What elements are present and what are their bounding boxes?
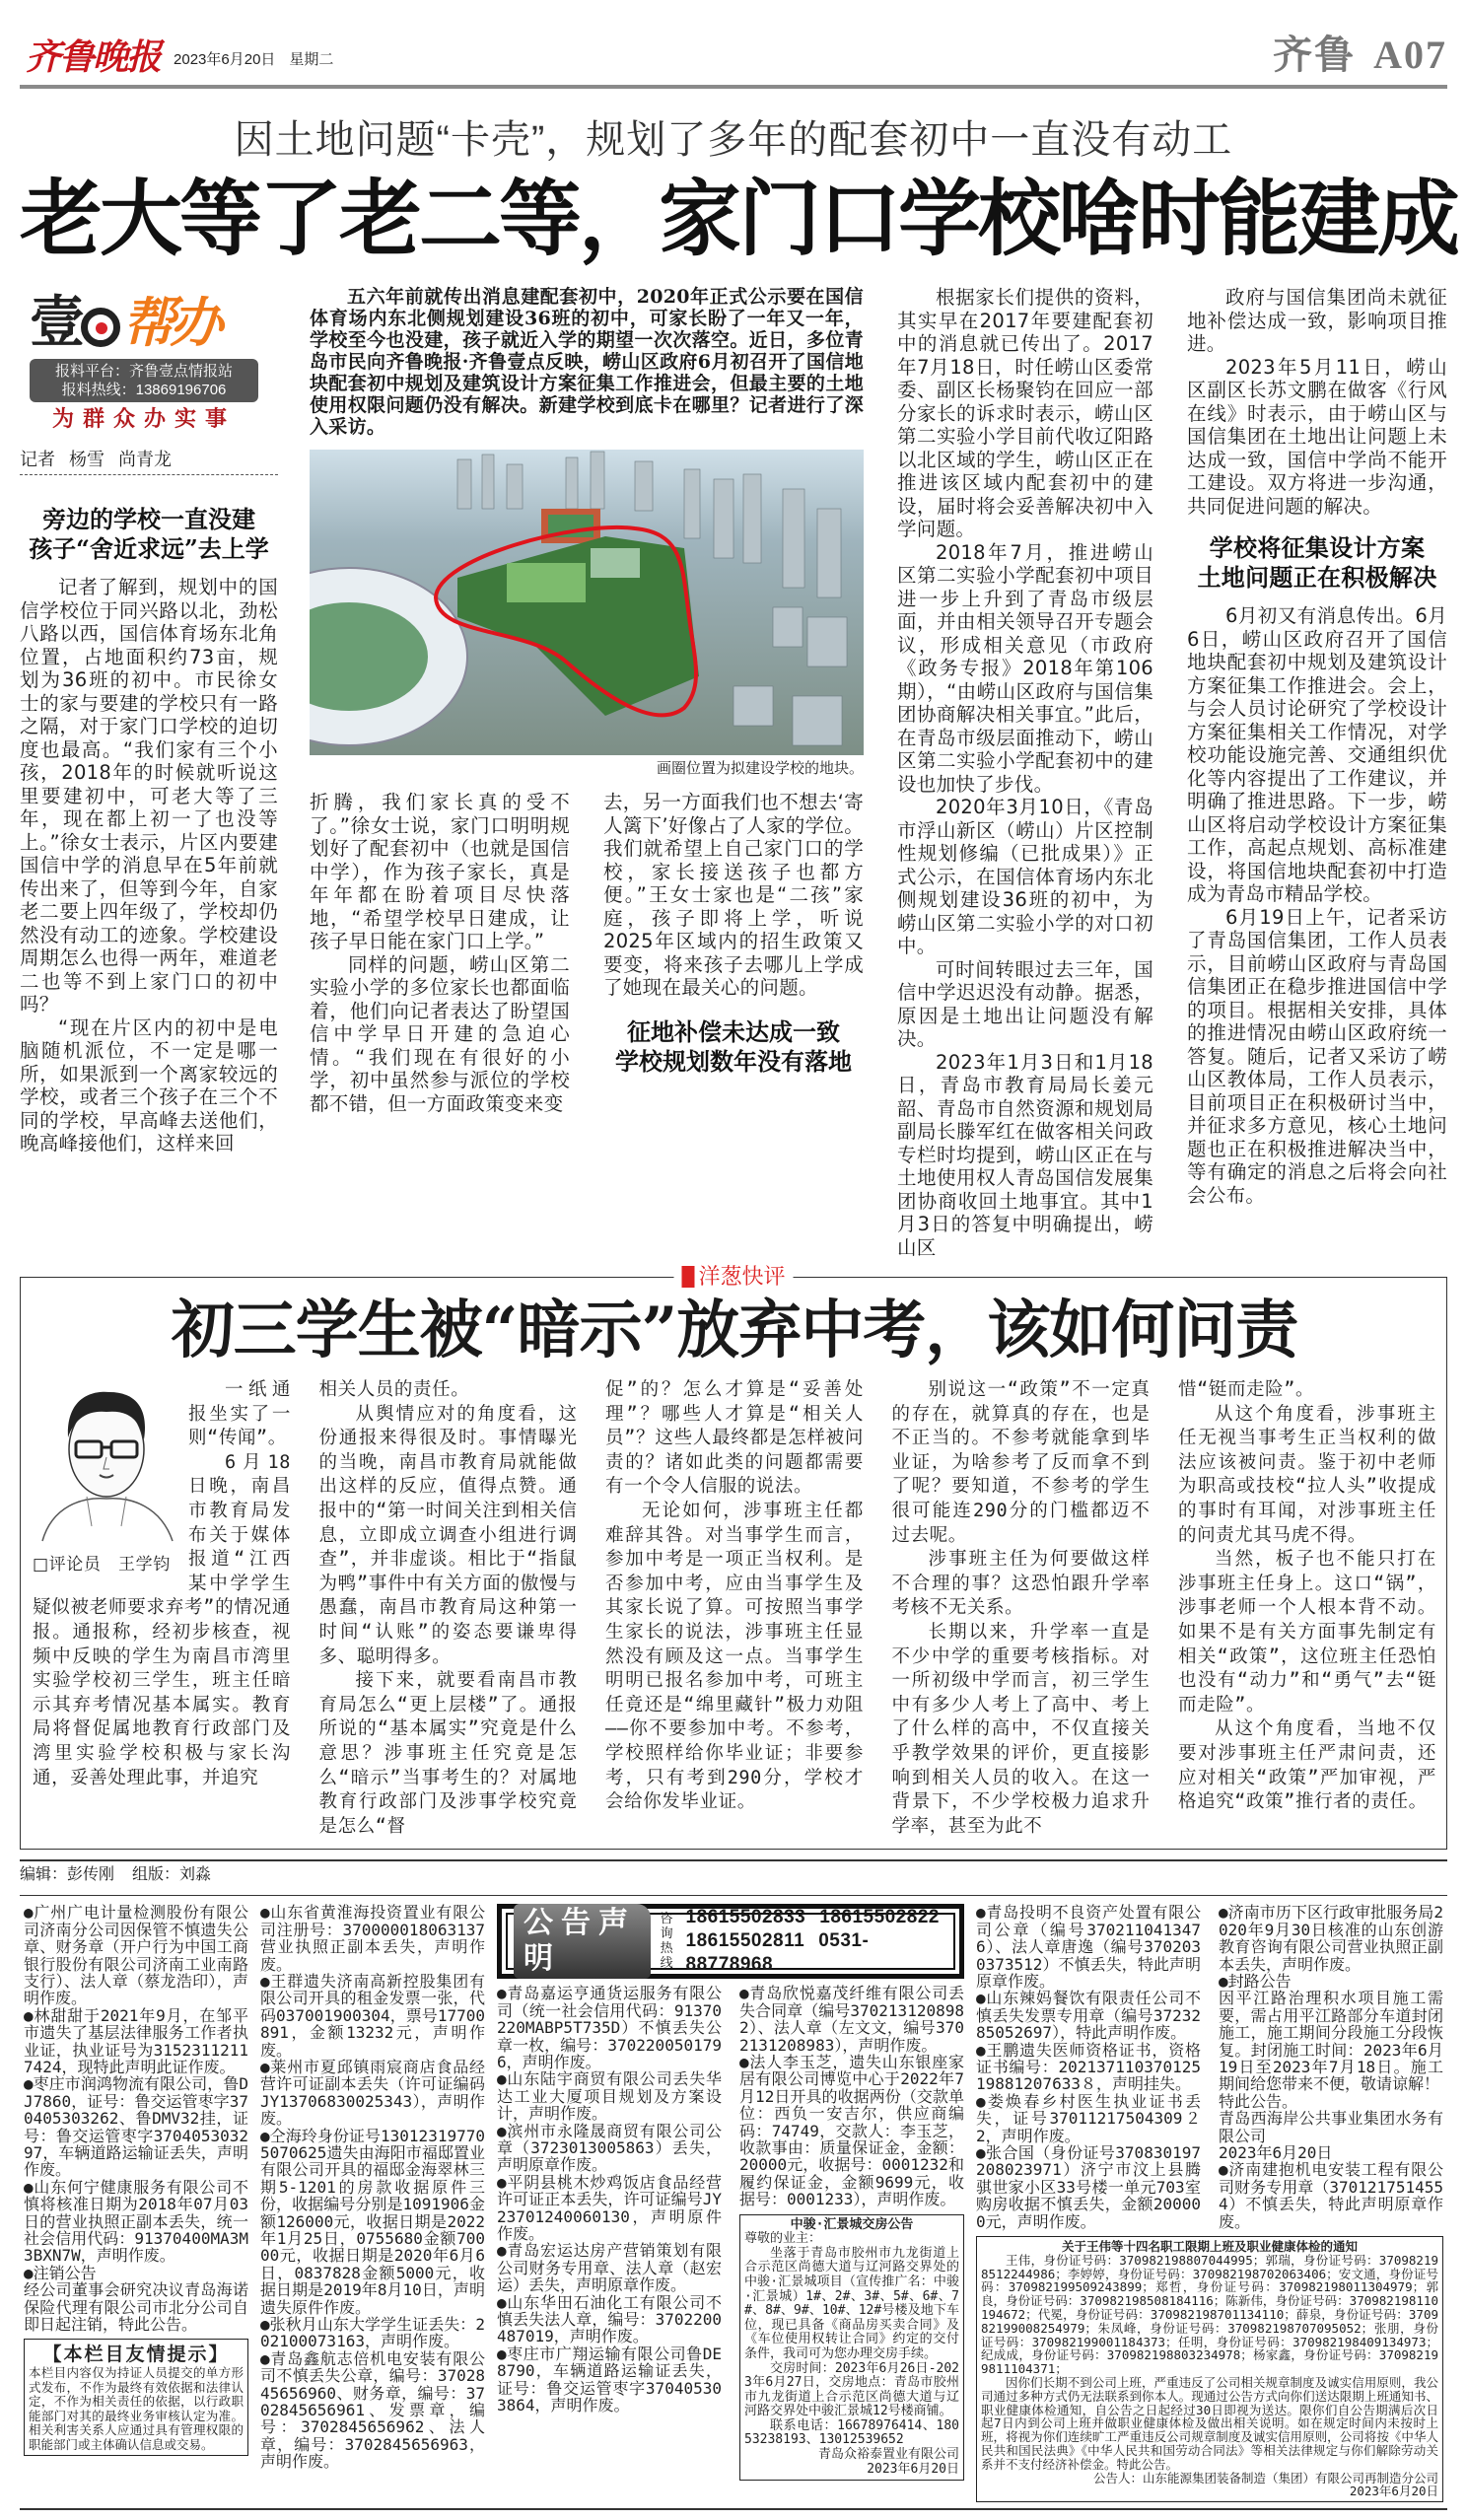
staff-notice [976, 2236, 1443, 2502]
article-middle-columns [310, 791, 864, 1115]
notice-item: ●法人李玉芝，遗失山东银座家居有限公司博览中心于2022年7月12日开具的收据两份（交款单位：西负一安吉尔，供应商编码：74749，交款人：李玉芝，收款事由：质量保证金，金额：20000元，收据号：0001232和履约保证金，金额9699元，收据号：0001233），声明作废。 [739, 2052, 964, 2209]
commentary-box [20, 1264, 1447, 1850]
notice-item: ●山东省黄淮海投资置业有限公司注册号：370000018063137营业执照正副本丢失，声明作废。 [260, 1903, 485, 1974]
notice-item: 特此公告。 [1219, 2091, 1298, 2111]
notices-right-columns [976, 1904, 1443, 2230]
column-5-top [1187, 286, 1447, 518]
paragraph: 无论如何，涉事班主任都难辞其咎。对当事学生而言，参加中考是一项正当权利。是否参加中考，应由当事学生及其家长说了算。可按照当事学生家长的说法，涉事班主任显然没有顾及这一点。当事学生明明已报名参加中考，可班主任竟还是“绵里藏针”极力劝阻——你不要参加中考。不参考，学校照样给你毕业证；非要参考，只有考到290分，学校才会给你发毕业证。 [605, 1500, 864, 1813]
notice-item: ●枣庄市广翔运输有限公司鲁DE8790，车辆道路运输证丢失，证号：鲁交运管枣字370405303864，声明作废。 [497, 2344, 722, 2415]
staff-notice-title: 关于王伟等十四名职工限期上班及职业健康体检的通知 [1061, 2239, 1358, 2254]
notices-column-2 [260, 1904, 485, 2470]
article-column-3 [603, 791, 864, 1000]
disclaimer-body: 本栏目内容仅为持证人员提交的单方形式发布，不作为最终有效依据和法律认定，不作为相关责任的依据，以行政职能部门对其的最终业务审核认定为准。相关利害关系人应通过具有管理权限的职能部门或主体确认信息或交易。 [29, 2365, 244, 2452]
notice-item: ●山东何宁健康服务有限公司不慎将核准日期为2018年07月03日的营业执照正副本丢失，统一社会信用代码：91370400MA3M3BXN7W，声明作废。 [24, 2177, 248, 2266]
paragraph: 2018年7月，推进崂山区第二实验小学配套初中项目进一步上升到了青岛市级层面，并由相关领导召开专题会议，形成相关意见（市政府《政务专报》2018年第106期），“由崂山区政府与国信集团协商解决相关事宜。”此后，在青岛市级层面推动下，崂山区第二实验小学配套初中的建设也加快了步伐。 [897, 540, 1153, 796]
commentary-column-1 [33, 1378, 291, 1839]
commentator-portrait [33, 1378, 180, 1575]
paragraph: 五六年前就传出消息建配套初中，2020年正式公示要在国信体育场内东北侧规划建设36班的初中，可家长盼了一年又一年，学校至今也没建，孩子就近入学的期望一次次落空。近日，多位青岛市民向齐鲁晚报·齐鲁壹点反映，崂山区政府6月初召开了国信地块配套初中规划及建筑设计方案征集工作推进会，但最主要的土地使用权限问题仍没有解决。新建学校到底卡在哪里？记者进行了深入采访。 [310, 286, 864, 438]
phone-number: 18615502811 [685, 1930, 805, 1952]
notices-header [497, 1904, 964, 1979]
notices-column-6 [1219, 1904, 1443, 2230]
brand-contact-box [30, 359, 258, 402]
commentary-tag-label: 洋葱快评 [698, 1264, 786, 1289]
subhead-line: 孩子“舍近求远”去上学 [29, 534, 269, 563]
paragraph: 惜“铤而走险”。 [1178, 1379, 1315, 1400]
article-middle [310, 286, 864, 1115]
paragraph: 可时间转眼过去三年，国信中学迟迟没有动静。据悉，原因是土地出让问题没有解决。 [897, 957, 1153, 1050]
article-column-5 [1187, 286, 1447, 1207]
credits-rule [20, 1859, 1447, 1861]
byline [20, 449, 278, 475]
notice-item: ●青岛鑫航志倍机电安装有限公司不慎丢失公章，编号：3702845656960、财务章，编号：3702845656961、发票章，编号：3702845656962、法人章，编号：3702845656963，声明作废。 [260, 2348, 485, 2472]
paragraph: 2023年1月3日和1月18日，青岛市教育局局长姜元韶、青岛市自然资源和规划局副局长滕军红在做客相关问政专栏时均提到，崂山区正在与土地使用权人青岛国信发展集团协商收回土地事宜。其中1月3日的答复中明确提出，崂山区 [897, 1050, 1153, 1259]
staff-notice-names: 王伟，身份证号码：370982198807044995；郭瑞，身份证号码：370982198512244986；李婷婷，身份证号码：370982198702063406；安文通，身份证号码：370982199509243899；郑哲，身份证号码：370982198011304979；郭良，身份证号码：370982198508184116；陈新伟，身份证号码：370982198110194672；代冕，身份证号码：370982198701134110；薛泉，身份证号码：370982199008254979；朱凤峰，身份证号码：370982198707095052；张朋，身份证号码：370982199001184373；任明，身份证号码：370982198409134973；纪成成，身份证号码：370982198803234978；杨家鑫，身份证号码：370982199811104371； [981, 2252, 1438, 2377]
disclaimer-box [24, 2339, 248, 2456]
brand-hotline: 报料热线：13869196706 [61, 382, 227, 398]
brand-logo-text: 帮办 [122, 292, 217, 354]
notice-list [24, 1904, 248, 2333]
notices-title: 公告声明 [514, 1904, 651, 1979]
issue-date [174, 48, 347, 79]
aerial-photo-image [310, 450, 864, 755]
notice-item: 因平江路治理积水项目施工需要，需占用平江路部分车道封闭施工，施工期间分段施工分段恢复。封闭施工时间：2023年6月19日至2023年7月18日。施工期间给您带来不便，敬请谅解！ [1219, 1989, 1443, 2094]
handover-body: 坐落于青岛市胶州市九龙街道上合示范区尚德大道与辽河路交界处的中骏·汇景城项目（宣传推广名：中骏·汇景城）1#、2#、3#、5#、6#、7#、8#、9#、10#、12#号楼及地下车位，现已具备《商品房买卖合同》及《车位使用权转让合同》约定的交付条件，我司可为您办理交房手续。 [744, 2245, 959, 2361]
handover-time: 交房时间：2023年6月26日-2023年6月27日，交房地点：青岛市胶州市九龙街道上合示范区尚德大道与辽河路交界处中骏汇景城12号楼商铺。 [744, 2360, 959, 2419]
notices-middle-group [497, 1904, 964, 2481]
tag-marker-icon [681, 1266, 694, 1288]
hotline-label: 咨询热线 [660, 1912, 673, 1972]
notice-item: ●青岛宏运达房产营销策划有限公司财务专用章、法人章（赵宏运）丢失，声明原章作废。 [497, 2241, 722, 2295]
notice-item: ●青岛嘉运亨通货运服务有限公司（统一社会信用代码：91370220MABP5T735D）不慎丢失公章一枚，编号：3702200501796，声明作废。 [497, 1984, 722, 2071]
date: 2023年6月20日 [174, 51, 276, 68]
notices-column-4 [739, 1985, 964, 2481]
reporter-name: 尚青龙 [118, 450, 172, 469]
brand-logo [30, 286, 258, 355]
commentary-column-5 [1178, 1378, 1436, 1839]
article-column-2 [310, 791, 570, 1115]
article-kicker: 因土地问题“卡壳”，规划了多年的配套初中一直没有动工 [234, 118, 1233, 162]
commentary-tag [673, 1264, 793, 1290]
notice-item: ●枣庄市润鸿物流有限公司，鲁DJ7860，证号：鲁交运管枣字370405303262、鲁DMV32挂，证号：鲁交运管枣字370405303297，车辆道路运输证丢失，声明作废。 [24, 2074, 248, 2180]
article-left-column [20, 286, 278, 1155]
commentary-column-2 [319, 1378, 578, 1839]
article-intro [310, 286, 864, 438]
notice-item: 2023年6月20日 [1219, 2142, 1333, 2162]
disclaimer-title: 【本栏目友情提示】 [42, 2344, 230, 2366]
notice-item: ●张合国（身份证号370830197208023971）济宁市汶上县腾骐世家小区33号楼一单元703室购房收据不慎丢失，金额200000元，声明作废。 [976, 2142, 1201, 2231]
paragraph: 从舆情应对的角度看，这份通报来得很及时。事情曝光的当晚，南昌市教育局就能做出这样的反应，值得点赞。通报中的“第一时间关注到相关信息，立即成立调查小组进行调查”，并非虚谈。相比于“指鼠为鸭”事件中有关方面的傲慢与愚蠢，南昌市教育局这种第一时间“认账”的姿态要谦卑得多、聪明得多。 [318, 1403, 578, 1667]
paragraph: 从这个角度看，当地不仅要对涉事班主任严肃问责，还应对相关“政策”严加审视，严格追究“政策”推行者的责任。 [1178, 1718, 1436, 1813]
subhead-line: 征地补偿未达成一致 [627, 1016, 840, 1046]
article-column-3-wrap [603, 791, 864, 1115]
notice-item: ●山东辣妈餐饮有限责任公司不慎丢失发票专用章（编号3723285052697），特此声明作废。 [976, 1989, 1201, 2043]
notice-item: ●林甜甜于2021年9月，在邹平市遗失了基层法律服务工作者执业证，执业证号为31523112117424，现特此声明此证作废。 [24, 2005, 248, 2076]
notice-item: ●青岛欣悦嘉茂纤维有限公司丢失合同章（编号3702131208982）、法人章（左文文，编号3702131208983），声明作废。 [739, 1984, 964, 2055]
notice-item: ●王鹏遗失医师资格证书，资格证书编号：20213711037012519881207633８，声明挂失。 [976, 2040, 1201, 2094]
staff-notice-date: 2023年6月20日 [1349, 2484, 1438, 2499]
paragraph: 相关人员的责任。 [318, 1379, 470, 1400]
handover-greeting: 尊敬的业主： [744, 2231, 822, 2247]
editor-credit: 编辑：彭传刚 [20, 1865, 115, 1883]
notices-column-1 [24, 1904, 248, 2456]
commentary-columns [33, 1378, 1436, 1839]
notice-item: ●青岛投明不良资产处置有限公司公章（编号3702110413476）、法人章唐逸（编号3702030373512）不慎丢失，特此声明原章作废。 [976, 1903, 1201, 1991]
paragraph: 2020年3月10日，《青岛市浮山新区（崂山）片区控制性规划修编（已批成果）》正式公示，在国信体育场内东北侧规划建设36班的初中，为崂山区第二实验小学的对口初中。 [897, 796, 1153, 957]
notice-item: 经公司董事会研究决议青岛海诺保险代理有限公司市北分公司自即日起注销，特此公告。 [24, 2280, 248, 2335]
article-headline: 老大等了老二等，家门口学校啥时能建成 [20, 170, 1458, 267]
notice-item: ●注销公告 [24, 2263, 97, 2282]
notice-item: ●封路公告 [1219, 1971, 1292, 1991]
subhead-line: 学校将征集设计方案 [1209, 533, 1426, 562]
notices-section [20, 1896, 1447, 2508]
handover-notice [739, 2214, 964, 2482]
notice-item: ●仝海玲身份证号130123197705070625遗失由海阳市福邸置业有限公司开具的福邸金海翠林三期5-1201的房款收据原件三份，收据编号分别是1091906金额126000元，收据日期是2022年1月25日，0755680金额70000元，收据日期是2020年6月6日，0837828金额5000元，收据日期是2019年8月10日，声明遗失原件作废。 [260, 2126, 485, 2317]
notice-item: 青岛西海岸公共事业集团水务有限公司 [1219, 2109, 1443, 2145]
paragraph: 一纸通报坐实了一则“传闻”。 [188, 1379, 291, 1449]
page-credits [20, 1865, 1447, 1885]
paragraph: 政府与国信集团尚未就征地补偿达成一致，影响项目推进。 [1187, 286, 1447, 355]
paragraph: 去，另一方面我们也不想去‘寄人篱下’好像占了人家的学位。我们就希望上自己家门口的学校，家长接送孩子也都方便。”王女士家也是“二孩”家庭，孩子即将上学，听说2025年区域内的招生政策又要变，将来孩子去哪儿上学成了她现在最关心的问题。 [603, 791, 864, 999]
notice-item: ●山东华田石油化工有限公司不慎丢失法人章，编号：3702200487019，声明作废。 [497, 2292, 722, 2346]
notice-item: ●娄焕春乡村医生执业证书丢失，证号37011217504309２2，声明作废。 [976, 2091, 1201, 2145]
newspaper-logo: 齐鲁晚报 [26, 36, 161, 78]
paragraph: 当然，板子也不能只打在涉事班主任身上。这口“锅”，涉事老师一个人根本背不动。如果不是有关方面事先制定有相关“政策”，这位班主任恐怕也没有“动力”和“勇气”去“铤而走险”。 [1178, 1549, 1436, 1715]
phone-number: 18615502822 [819, 1907, 940, 1928]
subhead [603, 1017, 864, 1077]
subhead-line: 旁边的学校一直没建 [42, 505, 255, 533]
brand-platform: 报料平台：齐鲁壹点情报站 [54, 363, 233, 380]
notices-middle-columns [497, 1985, 964, 2481]
handover-contact: 联系电话：16678976414、18053238193、13012539652 [744, 2417, 959, 2448]
subhead [20, 505, 278, 564]
notice-item: ●滨州市永隆晟商贸有限公司公章（3723013005863）丢失，声明原章作废。 [497, 2121, 722, 2175]
paragraph: 长期以来，升学率一直是不少中学的重要考核指标。对一所初级中学而言，初三学生中有多少人考上了高中、考上了什么样的高中，不仅直接关乎教学效果的评价，更直接影响到相关人员的收入。在这一背景下，不少学校极力追求升学率，甚至为此不 [891, 1621, 1151, 1837]
header-rule [20, 85, 1447, 89]
staff-notice-body: 因你们长期不到公司上班，严重违反了公司相关规章制度及诚实信用原则，我公司通过多种方式仍无法联系到你本人。现通过公告方式向你们送达限期上班通知书、职业健康体检通知，自公告之日起经过30日即视为送达。限你们自公告期满后次日起7日内到公司上班并做职业健康体检及做出相关说明。如在规定时间内未按时上班，将视为你们连续旷工严重违反公司规章制度及诚实信用原则，公司将按《中华人民共和国民法典》《中华人民共和国劳动合同法》等相关法律规定与你们解除劳动关系并不支付经济补偿金。特此公告。 [981, 2374, 1438, 2472]
section-name: 齐鲁 [1273, 33, 1357, 77]
brand-logo-char: 壹 [30, 291, 81, 355]
hotline-numbers [686, 1906, 954, 1977]
paragraph: 同样的问题，崂山区第二实验小学的多位家长也都面临着，他们向记者表达了盼望国信中学早日开建的急迫心情。“我们现在有很好的小学，初中虽然参与派位的学校都不错，但一方面政策变来变 [310, 952, 570, 1115]
phone-number: 0531-88778968 [685, 1930, 870, 1976]
notice-list [739, 1985, 964, 2207]
handover-signer: 青岛众裕泰置业有限公司 [817, 2447, 959, 2463]
paragraph: 6月19日上午，记者采访了青岛国信集团，工作人员表示，目前崂山区政府与青岛国信集团正在稳步推进国信中学的项目。根据相关安排，具体的推进情况由崂山区政府统一答复。随后，记者又采访了崂山区教体局，工作人员表示，目前项目正在积极研讨当中，并征求多方意见，核心土地问题也正在积极推进解决当中，等有确定的消息之后将会向社会公布。 [1187, 905, 1447, 1207]
reporter-name: 杨雪 [69, 450, 105, 469]
notice-item: ●平阴县桃木炒鸡饭店食品经营许可证正本丢失，许可证编号JY23701240060130，声明原件作废。 [497, 2172, 722, 2243]
notices-column-5 [976, 1904, 1201, 2230]
notice-item: ●济南市历下区行政审批服务局2020年9月30日核准的山东创游教育咨询有限公司营业执照正副本丢失，声明作废。 [1219, 1903, 1443, 1974]
weekday: 星期二 [289, 51, 334, 68]
paragraph: 根据家长们提供的资料，其实早在2017年要建配套初中的消息就已传出了。2017年7月18日，时任崂山区委常委、副区长杨聚钧在回应一部分家长的诉求时表示，崂山区第二实验小学目前代收辽阳路以北区域的学生，崂山区正在推进该区域内配套初中的建设，届时将会妥善解决初中入学问题。 [897, 286, 1153, 540]
paragraph: 促”的？怎么才算是“妥善处理”？哪些人才算是“相关人员”？这些人最终都是怎样被问责的？诸如此类的问题都需要有一个令人信服的说法。 [605, 1379, 864, 1498]
brand-slogan: 为群众办实事 [51, 406, 236, 432]
photo-caption: 画圈位置为拟建设学校的地块。 [656, 760, 864, 777]
paragraph: “现在片区内的初中是电脑随机派位，不一定是哪一所，如果派到一个离家较远的学校，或者三个孩子在三个不同的学校，早高峰去送他们，晚高峰接他们，这样来回 [20, 1015, 278, 1155]
notice-item: ●张秋月山东大学学生证丢失：202100073163，声明作废。 [260, 2315, 485, 2351]
portrait-sketch [33, 1378, 180, 1546]
column-5-bottom [1187, 604, 1447, 1207]
paragraph: 接下来，就要看南昌市教育局怎么“更上层楼”了。通报所说的“基本属实”究竟是什么意思？涉事班主任究竟是怎么“暗示”当事考生的？对属地教育行政部门及涉事学校究竟是怎么“督 [318, 1670, 578, 1837]
column-brand [30, 286, 258, 433]
dot-icon [81, 308, 120, 347]
paragraph: 6月初又有消息传出。6月6日，崂山区政府召开了国信地块配套初中规划及建筑设计方案征集工作推进会。会上，与会人员讨论研究了学校设计方案征集相关工作情况，对学校功能设施完善、交通组织优化等内容提出了工作建议，并明确了推进思路。下一步，崂山区将启动学校设计方案征集工作，高起点规划、高标准建设，将国信地块配套初中打造成为青岛市精品学校。 [1187, 604, 1447, 905]
phone-number: 18615502833 [685, 1907, 806, 1928]
notice-item: ●济南建抱机电安装工程有限公司财务专用章（3701217514554）不慎丢失，特此声明原章作废。 [1219, 2160, 1443, 2231]
article [20, 286, 1447, 1259]
article-column-1 [20, 576, 278, 1155]
subhead-line: 学校规划数年没有落地 [615, 1046, 852, 1076]
notices-bottom-rule [20, 2508, 1447, 2510]
notices-right-group [976, 1904, 1443, 2502]
notices-header-inner [506, 1906, 955, 1977]
aerial-photo [310, 450, 864, 755]
paragraph: 从这个角度看，涉事班主任无视当事考生正当权利的做法应该被问责。鉴于初中老师为职高或技校“拉人头”收提成的事时有耳闻，对涉事班主任的问责尤其马虎不得。 [1178, 1403, 1436, 1546]
notices-column-3 [497, 1985, 722, 2481]
subhead [1187, 533, 1447, 593]
paragraph: 折腾，我们家长真的受不了。”徐女士说，家门口明明规划好了配套初中（也就是国信中学），作为孩子家长，真是年年都在盼着项目尽快落地，“希望学校早日建成，让孩子早日能在家门口上学。” [310, 791, 570, 952]
page-number: A07 [1373, 33, 1447, 77]
article-column-4 [897, 286, 1153, 1259]
handover-title: 中骏·汇景城交房公告 [790, 2216, 914, 2232]
commentator-byline: □评论员 王学钧 [33, 1554, 171, 1575]
notice-item: ●王群遗失济南高新控股集团有限公司开具的租金发票一张，代码037001900304，票号17700891，金额13232元，声明作废。 [260, 1971, 485, 2060]
byline-label: 记者 [20, 450, 55, 469]
paragraph: 记者了解到，规划中的国信学校位于同兴路以北，劲松八路以西，国信体育场东北角位置，占地面积约73亩，规划为36班的初中。市民徐女士的家与要建的学校只有一路之隔，对于家门口学校的迫切度也最高。“我们家有三个小孩，2018年的时候就听说这里要建初中，可老大等了三年，现在都上初一了也没等上。”徐女士表示，片区内要建国信中学的消息早在5年前就传出来了，但等到今年，自家老二要上四年级了，学校却仍然没有动工的迹象。学校建设周期怎么也得一两年，难道老二也等不到上家门口的初中吗？ [20, 576, 278, 1015]
masthead [20, 0, 1447, 85]
staff-notice-signer: 公告人：山东能源集团装备制造（集团）有限公司再制造分公司 [1092, 2470, 1438, 2485]
notice-item: ●莱州市夏邱镇雨宸商店食品经营许可证副本丢失（许可证编码JY13706830025343），声明作废。 [260, 2057, 485, 2129]
paragraph: 别说这一“政策”不一定真的存在，就算真的存在，也是不正当的。不参考就能拿到毕业证，为啥参考了反而拿不到了呢？要知道，不参考的学生很可能连290分的门槛都迈不过去呢。 [891, 1379, 1151, 1546]
paragraph: 2023年5月11日，崂山区副区长苏文鹏在做客《行风在线》时表示，由于崂山区与国信集团在土地出让问题上未达成一致，国信中学尚不能开工建设。双方将进一步沟通，共同促进问题的解决。 [1187, 355, 1447, 518]
handover-date: 2023年6月20日 [867, 2461, 959, 2477]
notice-item: ●山东陆宇商贸有限公司丢失华达工业大厦项目规划及方案设计，声明作废。 [497, 2069, 722, 2124]
commentary-column-3 [605, 1378, 864, 1839]
commentary-column-4 [892, 1378, 1151, 1839]
commentary-headline: 初三学生被“暗示”放弃中考，该如何问责 [171, 1294, 1298, 1367]
layout-credit: 组版：刘淼 [132, 1865, 212, 1883]
paragraph: 6月18日晚，南昌市教育局发布关于媒体报道“江西某中学学生疑似被老师要求弃考”的情况通报。通报称，经初步核查，视频中反映的学生为南昌市湾里实验学校初三学生，班主任暗示其弃考情况基本属实。教育局将督促属地教育行政部门及湾里实验学校积极与家长沟通，妥善处理此事，并追究 [33, 1451, 291, 1788]
subhead-line: 土地问题正在积极解决 [1197, 563, 1437, 592]
notice-item: ●广州广电计量检测股份有限公司济南分公司因保管不慎遗失公章、财务章（开户行为中国工商银行股份有限公司济南工业南路支行）、法人章（蔡龙浩印），声明作废。 [24, 1903, 248, 2008]
page-label [1273, 32, 1447, 79]
paragraph: 涉事班主任为何要做这样不合理的事？这恐怕跟升学率考核不无关系。 [891, 1549, 1151, 1619]
